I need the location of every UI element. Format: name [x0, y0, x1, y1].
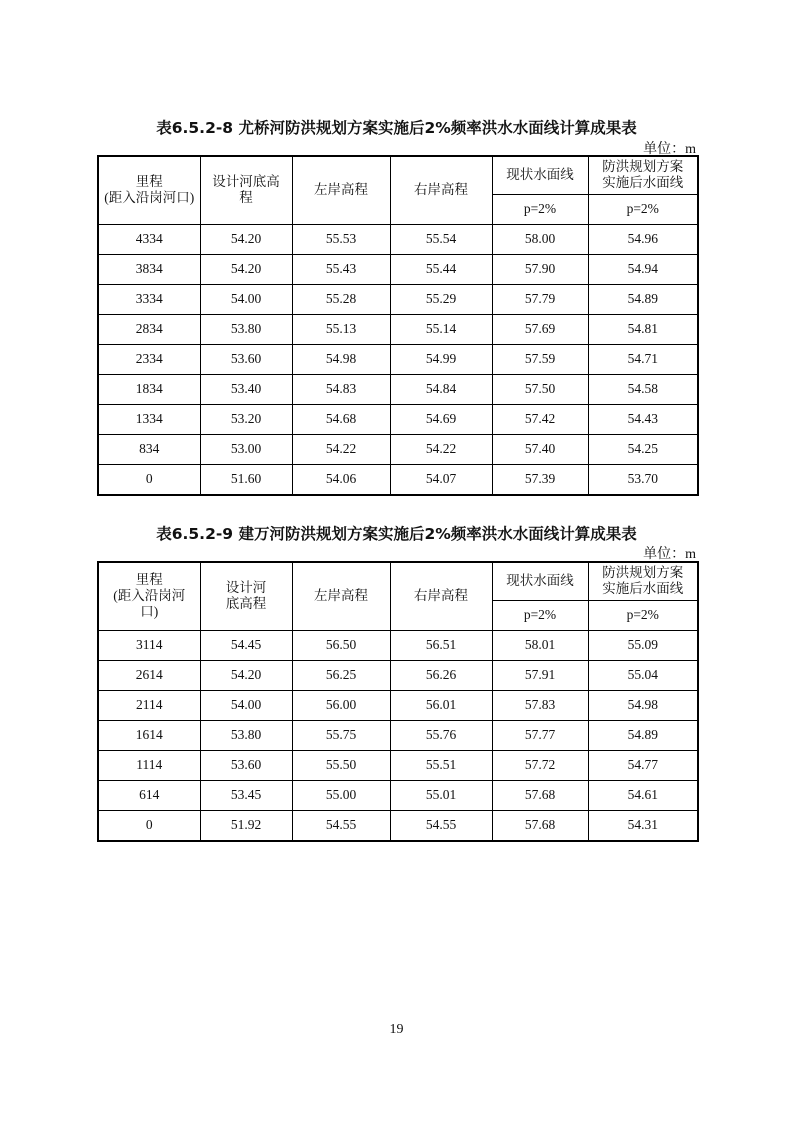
table-cell: 54.99 — [390, 344, 492, 374]
header-current-p: p=2% — [492, 600, 588, 630]
table-cell: 57.40 — [492, 434, 588, 464]
table-cell: 54.55 — [390, 810, 492, 841]
header-planned-water: 防洪规划方案 实施后水面线 — [588, 562, 698, 600]
table-cell: 57.42 — [492, 404, 588, 434]
table-cell: 54.22 — [292, 434, 390, 464]
table-cell: 3114 — [98, 630, 200, 660]
table-cell: 54.25 — [588, 434, 698, 464]
header-left-bank: 左岸高程 — [292, 562, 390, 630]
table-cell: 56.51 — [390, 630, 492, 660]
table-row — [98, 344, 698, 374]
table-cell: 53.80 — [200, 720, 292, 750]
table-row — [98, 630, 698, 660]
table-cell: 53.60 — [200, 344, 292, 374]
table-cell: 57.72 — [492, 750, 588, 780]
table-cell: 55.75 — [292, 720, 390, 750]
table-cell: 1834 — [98, 374, 200, 404]
header-design-bed: 设计河底高 程 — [200, 156, 292, 224]
table1-unit: 单位：m — [643, 142, 696, 157]
table1-caption: 表6.5.2-8 尤桥河防洪规划方案实施后2%频率洪水水面线计算成果表 — [156, 119, 637, 137]
header-right-bank: 右岸高程 — [390, 156, 492, 224]
table-cell: 54.58 — [588, 374, 698, 404]
header-mileage: 里程 (距入沿岗河 口) — [98, 562, 200, 630]
table-cell: 55.09 — [588, 630, 698, 660]
table-cell: 57.68 — [492, 780, 588, 810]
table-row — [98, 750, 698, 780]
table-cell: 54.89 — [588, 284, 698, 314]
header-planned-water: 防洪规划方案 实施后水面线 — [588, 156, 698, 194]
table-cell: 58.01 — [492, 630, 588, 660]
table-cell: 54.20 — [200, 254, 292, 284]
table1 — [97, 155, 699, 496]
table-cell: 55.14 — [390, 314, 492, 344]
table-cell: 54.20 — [200, 224, 292, 254]
table-cell: 56.25 — [292, 660, 390, 690]
table-cell: 54.55 — [292, 810, 390, 841]
page-number: 19 — [389, 1022, 404, 1037]
table-cell: 51.60 — [200, 464, 292, 495]
table-cell: 55.51 — [390, 750, 492, 780]
table-cell: 54.94 — [588, 254, 698, 284]
header-current-water: 现状水面线 — [492, 562, 588, 600]
table-cell: 53.00 — [200, 434, 292, 464]
table-row — [98, 434, 698, 464]
table-cell: 54.84 — [390, 374, 492, 404]
table-cell: 2114 — [98, 690, 200, 720]
table-cell: 834 — [98, 434, 200, 464]
table2 — [97, 561, 699, 842]
table-cell: 55.13 — [292, 314, 390, 344]
table-cell: 3834 — [98, 254, 200, 284]
table-cell: 56.26 — [390, 660, 492, 690]
table-cell: 56.00 — [292, 690, 390, 720]
table-cell: 53.20 — [200, 404, 292, 434]
table-cell: 54.07 — [390, 464, 492, 495]
table-cell: 2334 — [98, 344, 200, 374]
table-row — [98, 464, 698, 495]
table-cell: 54.71 — [588, 344, 698, 374]
table-cell: 56.01 — [390, 690, 492, 720]
table-cell: 54.43 — [588, 404, 698, 434]
table-cell: 2614 — [98, 660, 200, 690]
table-cell: 0 — [98, 810, 200, 841]
table-cell: 55.43 — [292, 254, 390, 284]
table-cell: 53.70 — [588, 464, 698, 495]
table-cell: 3334 — [98, 284, 200, 314]
table-cell: 58.00 — [492, 224, 588, 254]
table-cell: 54.96 — [588, 224, 698, 254]
table-row — [98, 720, 698, 750]
header-left-bank: 左岸高程 — [292, 156, 390, 224]
table-cell: 54.69 — [390, 404, 492, 434]
table-cell: 54.22 — [390, 434, 492, 464]
table-cell: 54.06 — [292, 464, 390, 495]
table-cell: 53.45 — [200, 780, 292, 810]
table-row — [98, 314, 698, 344]
table-row — [98, 404, 698, 434]
table-cell: 57.39 — [492, 464, 588, 495]
table-cell: 54.98 — [588, 690, 698, 720]
table-row — [98, 254, 698, 284]
header-design-bed: 设计河 底高程 — [200, 562, 292, 630]
table-cell: 55.29 — [390, 284, 492, 314]
table-cell: 53.40 — [200, 374, 292, 404]
table-cell: 56.50 — [292, 630, 390, 660]
table2-unit: 单位：m — [643, 547, 696, 562]
table-row — [98, 374, 698, 404]
table-cell: 55.54 — [390, 224, 492, 254]
table-row — [98, 224, 698, 254]
table-cell: 57.79 — [492, 284, 588, 314]
table-cell: 54.98 — [292, 344, 390, 374]
table-cell: 54.89 — [588, 720, 698, 750]
table-cell: 54.00 — [200, 284, 292, 314]
table-cell: 57.77 — [492, 720, 588, 750]
table-row — [98, 810, 698, 841]
table-cell: 54.00 — [200, 690, 292, 720]
table-cell: 55.04 — [588, 660, 698, 690]
table-cell: 4334 — [98, 224, 200, 254]
table-cell: 54.77 — [588, 750, 698, 780]
table-cell: 0 — [98, 464, 200, 495]
header-current-water: 现状水面线 — [492, 156, 588, 194]
table-cell: 55.01 — [390, 780, 492, 810]
table-cell: 55.00 — [292, 780, 390, 810]
table-cell: 54.83 — [292, 374, 390, 404]
table2-caption: 表6.5.2-9 建万河防洪规划方案实施后2%频率洪水水面线计算成果表 — [156, 525, 637, 543]
table-cell: 53.60 — [200, 750, 292, 780]
table-cell: 54.68 — [292, 404, 390, 434]
table-cell: 54.61 — [588, 780, 698, 810]
table-cell: 57.91 — [492, 660, 588, 690]
table-cell: 57.69 — [492, 314, 588, 344]
header-planned-p: p=2% — [588, 600, 698, 630]
table-cell: 57.68 — [492, 810, 588, 841]
table-row — [98, 780, 698, 810]
table-cell: 57.50 — [492, 374, 588, 404]
table-cell: 54.20 — [200, 660, 292, 690]
table-cell: 1114 — [98, 750, 200, 780]
table-cell: 55.28 — [292, 284, 390, 314]
table-row — [98, 690, 698, 720]
table-cell: 1614 — [98, 720, 200, 750]
table-cell: 54.81 — [588, 314, 698, 344]
header-planned-p: p=2% — [588, 194, 698, 224]
table-cell: 1334 — [98, 404, 200, 434]
table-cell: 55.53 — [292, 224, 390, 254]
table-cell: 53.80 — [200, 314, 292, 344]
table-cell: 614 — [98, 780, 200, 810]
header-mileage: 里程 (距入沿岗河口) — [98, 156, 200, 224]
table-cell: 55.50 — [292, 750, 390, 780]
table-cell: 57.83 — [492, 690, 588, 720]
table-cell: 51.92 — [200, 810, 292, 841]
table-cell: 54.31 — [588, 810, 698, 841]
table-cell: 55.76 — [390, 720, 492, 750]
header-right-bank: 右岸高程 — [390, 562, 492, 630]
table-cell: 55.44 — [390, 254, 492, 284]
table-cell: 57.90 — [492, 254, 588, 284]
table-row — [98, 660, 698, 690]
table-cell: 2834 — [98, 314, 200, 344]
table-row — [98, 284, 698, 314]
table-cell: 57.59 — [492, 344, 588, 374]
header-current-p: p=2% — [492, 194, 588, 224]
table-cell: 54.45 — [200, 630, 292, 660]
